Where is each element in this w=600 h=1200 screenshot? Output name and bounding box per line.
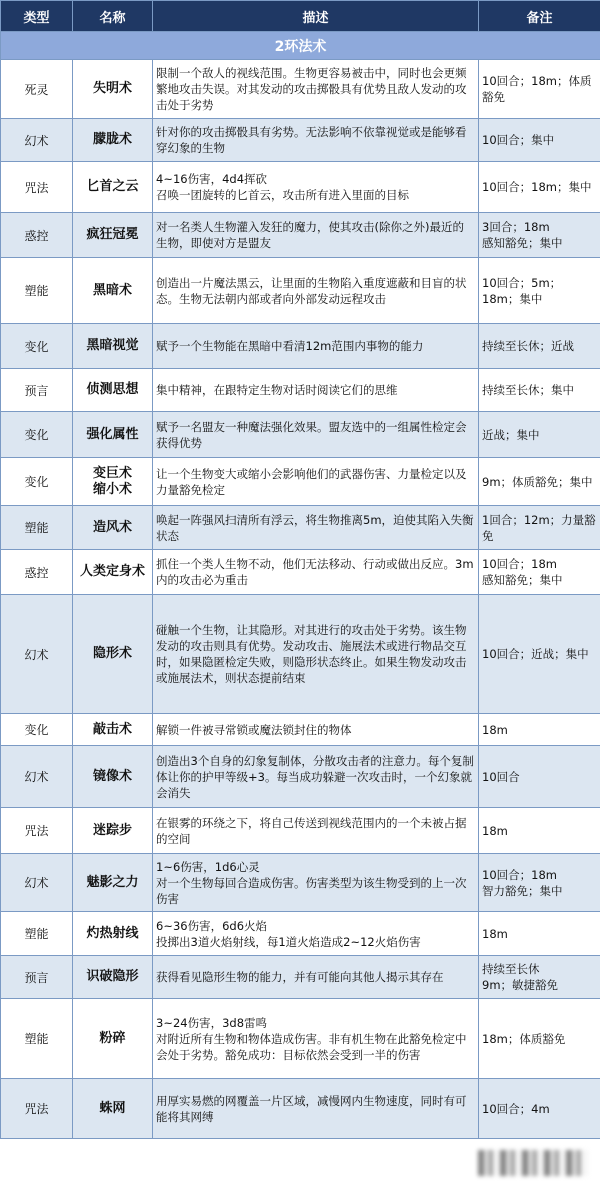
spell-name-cell: 魅影之力 bbox=[73, 854, 153, 912]
spell-note-cell: 10回合；集中 bbox=[479, 119, 600, 162]
spell-type-cell: 变化 bbox=[1, 412, 73, 458]
spell-note-cell: 1回合；12m；力量豁免 bbox=[479, 506, 600, 550]
spell-name-cell: 隐形术 bbox=[73, 595, 153, 714]
spell-desc-cell: 6~36伤害，6d6火焰 投掷出3道火焰射线，每1道火焰造成2~12火焰伤害 bbox=[153, 912, 479, 956]
spell-note-cell: 10回合；18m；体质豁免 bbox=[479, 60, 600, 119]
spell-note-cell: 10回合；18m；集中 bbox=[479, 162, 600, 213]
table-row bbox=[1, 714, 600, 746]
spell-name-cell: 造风术 bbox=[73, 506, 153, 550]
spell-desc-cell: 1~6伤害，1d6心灵 对一个生物每回合造成伤害。伤害类型为该生物受到的上一次伤害 bbox=[153, 854, 479, 912]
table-row bbox=[1, 119, 600, 162]
spell-desc-cell: 赋予一名盟友一种魔法强化效果。盟友选中的一组属性检定会获得优势 bbox=[153, 412, 479, 458]
header-type: 类型 bbox=[1, 1, 73, 32]
spell-type-cell: 变化 bbox=[1, 324, 73, 369]
spell-type-cell: 咒法 bbox=[1, 808, 73, 854]
spell-note-cell: 持续至长休；近战 bbox=[479, 324, 600, 369]
spell-note-cell: 3回合；18m 感知豁免；集中 bbox=[479, 213, 600, 258]
section-title: 2环法术 bbox=[1, 32, 600, 60]
spell-note-cell: 10回合；近战；集中 bbox=[479, 595, 600, 714]
spell-name-cell: 人类定身术 bbox=[73, 550, 153, 595]
spell-desc-cell: 4~16伤害，4d4挥砍 召唤一团旋转的匕首云，攻击所有进入里面的目标 bbox=[153, 162, 479, 213]
spell-name-cell: 灼热射线 bbox=[73, 912, 153, 956]
spell-note-cell: 18m bbox=[479, 912, 600, 956]
spell-type-cell: 变化 bbox=[1, 714, 73, 746]
spell-type-cell: 惑控 bbox=[1, 550, 73, 595]
spell-note-cell: 18m；体质豁免 bbox=[479, 999, 600, 1079]
spell-desc-cell: 让一个生物变大或缩小会影响他们的武器伤害、力量检定以及力量豁免检定 bbox=[153, 458, 479, 506]
spell-name-cell: 失明术 bbox=[73, 60, 153, 119]
spell-name-cell: 黑暗视觉 bbox=[73, 324, 153, 369]
table-row bbox=[1, 808, 600, 854]
spell-type-cell: 幻术 bbox=[1, 119, 73, 162]
spell-name-cell: 黑暗术 bbox=[73, 258, 153, 324]
spell-type-cell: 塑能 bbox=[1, 506, 73, 550]
spell-type-cell: 幻术 bbox=[1, 854, 73, 912]
spell-type-cell: 变化 bbox=[1, 458, 73, 506]
spell-desc-cell: 唤起一阵强风扫清所有浮云，将生物推离5m，迫使其陷入失衡状态 bbox=[153, 506, 479, 550]
spell-type-cell: 幻术 bbox=[1, 595, 73, 714]
spell-desc-cell: 针对你的攻击掷骰具有劣势。无法影响不依靠视觉或是能够看穿幻象的生物 bbox=[153, 119, 479, 162]
spell-note-cell: 18m bbox=[479, 714, 600, 746]
table-row bbox=[1, 458, 600, 506]
spell-type-cell: 幻术 bbox=[1, 746, 73, 808]
spell-name-cell: 敲击术 bbox=[73, 714, 153, 746]
header-note: 备注 bbox=[479, 1, 600, 32]
table-row bbox=[1, 999, 600, 1079]
table-row bbox=[1, 912, 600, 956]
table-row bbox=[1, 595, 600, 714]
table-row bbox=[1, 506, 600, 550]
spell-desc-cell: 创造出3个自身的幻象复制体，分散攻击者的注意力。每个复制体让你的护甲等级+3。每当成功躲避一次攻击时，一个幻象就会消失 bbox=[153, 746, 479, 808]
spell-note-cell: 近战；集中 bbox=[479, 412, 600, 458]
spell-name-cell: 蛛网 bbox=[73, 1079, 153, 1139]
spell-name-cell: 迷踪步 bbox=[73, 808, 153, 854]
spell-note-cell: 10回合；4m bbox=[479, 1079, 600, 1139]
table-row bbox=[1, 213, 600, 258]
blurred-watermark bbox=[478, 1150, 588, 1176]
header-name: 名称 bbox=[73, 1, 153, 32]
spell-type-cell: 塑能 bbox=[1, 912, 73, 956]
spell-type-cell: 咒法 bbox=[1, 162, 73, 213]
spell-desc-cell: 获得看见隐形生物的能力，并有可能向其他人揭示其存在 bbox=[153, 956, 479, 999]
spell-desc-cell: 3~24伤害，3d8雷鸣 对附近所有生物和物体造成伤害。非有机生物在此豁免检定中会处于劣势。豁免成功：目标依然会受到一半的伤害 bbox=[153, 999, 479, 1079]
table-row bbox=[1, 369, 600, 412]
spell-desc-cell: 解锁一件被寻常锁或魔法锁封住的物体 bbox=[153, 714, 479, 746]
spell-desc-cell: 抓住一个类人生物不动，他们无法移动、行动或做出反应。3m内的攻击必为重击 bbox=[153, 550, 479, 595]
spell-desc-cell: 集中精神，在跟特定生物对话时阅读它们的思维 bbox=[153, 369, 479, 412]
table-row bbox=[1, 162, 600, 213]
header-desc: 描述 bbox=[153, 1, 479, 32]
spell-desc-cell: 碰触一个生物，让其隐形。对其进行的攻击处于劣势。该生物发动的攻击则具有优势。发动攻击、施展法术或进行物品交互时，如果隐匿检定失败，则隐形状态终止。如果生物发动攻击或施展法术，则状态提前结束 bbox=[153, 595, 479, 714]
spell-name-cell: 强化属性 bbox=[73, 412, 153, 458]
table-row bbox=[1, 1079, 600, 1139]
table-row bbox=[1, 412, 600, 458]
spell-note-cell: 持续至长休 9m；敏捷豁免 bbox=[479, 956, 600, 999]
spell-note-cell: 10回合；5m；18m；集中 bbox=[479, 258, 600, 324]
spell-type-cell: 惑控 bbox=[1, 213, 73, 258]
header-row bbox=[1, 1, 600, 32]
spell-name-cell: 识破隐形 bbox=[73, 956, 153, 999]
table-row bbox=[1, 550, 600, 595]
spell-desc-cell: 创造出一片魔法黑云，让里面的生物陷入重度遮蔽和目盲的状态。生物无法朝内部或者向外部发动远程攻击 bbox=[153, 258, 479, 324]
spell-note-cell: 9m；体质豁免；集中 bbox=[479, 458, 600, 506]
section-row bbox=[1, 32, 600, 60]
table-row bbox=[1, 324, 600, 369]
spell-name-cell: 侦测思想 bbox=[73, 369, 153, 412]
spell-name-cell: 镜像术 bbox=[73, 746, 153, 808]
table-row bbox=[1, 746, 600, 808]
spell-type-cell: 预言 bbox=[1, 369, 73, 412]
spell-type-cell: 塑能 bbox=[1, 999, 73, 1079]
spell-name-cell: 匕首之云 bbox=[73, 162, 153, 213]
spell-note-cell: 10回合；18m 智力豁免；集中 bbox=[479, 854, 600, 912]
spell-note-cell: 持续至长休；集中 bbox=[479, 369, 600, 412]
spell-desc-cell: 赋予一个生物能在黑暗中看清12m范围内事物的能力 bbox=[153, 324, 479, 369]
spell-type-cell: 预言 bbox=[1, 956, 73, 999]
table-row bbox=[1, 258, 600, 324]
spell-name-cell: 变巨术 缩小术 bbox=[73, 458, 153, 506]
spell-desc-cell: 对一名类人生物灌入发狂的魔力，使其攻击(除你之外)最近的生物，即使对方是盟友 bbox=[153, 213, 479, 258]
spell-note-cell: 18m bbox=[479, 808, 600, 854]
spell-name-cell: 朦胧术 bbox=[73, 119, 153, 162]
spell-type-cell: 塑能 bbox=[1, 258, 73, 324]
table-row bbox=[1, 854, 600, 912]
spell-desc-cell: 限制一个敌人的视线范围。生物更容易被击中，同时也会更频繁地攻击失误。对其发动的攻击掷骰具有优势且敌人发动的攻击处于劣势 bbox=[153, 60, 479, 119]
spell-desc-cell: 在银雾的环绕之下，将自己传送到视线范围内的一个未被占据的空间 bbox=[153, 808, 479, 854]
spell-name-cell: 疯狂冠冕 bbox=[73, 213, 153, 258]
table-row bbox=[1, 956, 600, 999]
spell-type-cell: 咒法 bbox=[1, 1079, 73, 1139]
spell-note-cell: 10回合；18m 感知豁免；集中 bbox=[479, 550, 600, 595]
table-row bbox=[1, 60, 600, 119]
spell-type-cell: 死灵 bbox=[1, 60, 73, 119]
spell-desc-cell: 用厚实易燃的网覆盖一片区域，减慢网内生物速度，同时有可能将其网缚 bbox=[153, 1079, 479, 1139]
spell-note-cell: 10回合 bbox=[479, 746, 600, 808]
spell-name-cell: 粉碎 bbox=[73, 999, 153, 1079]
